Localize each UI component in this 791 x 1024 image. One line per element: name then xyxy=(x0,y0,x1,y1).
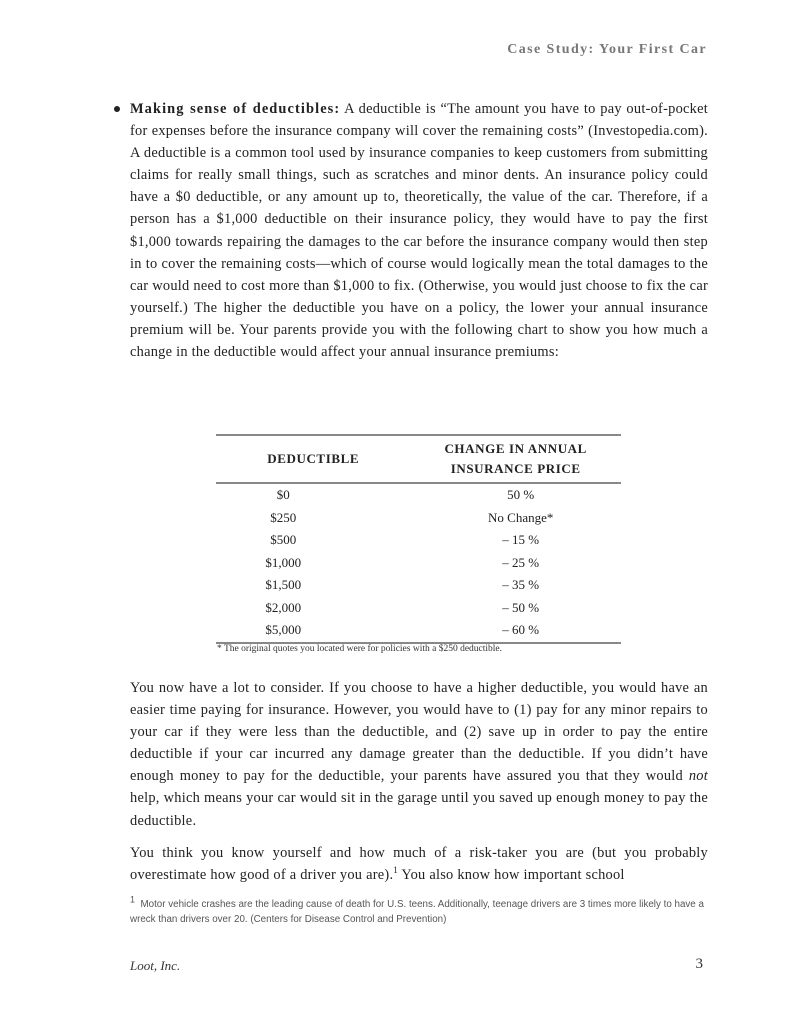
price-change-cell: – 25 % xyxy=(502,554,540,570)
deductible-cell: $5,000 xyxy=(216,619,410,643)
footnote-reference: 1 xyxy=(393,865,399,876)
table-row xyxy=(216,574,621,597)
deductible-cell: $0 xyxy=(276,487,290,503)
deductible-table-container xyxy=(216,434,621,644)
para2-text-before: You think you know yourself and how much of a risk-taker you are (but you probably overestimate how good of a driver you are). xyxy=(130,845,708,884)
price-change-cell: No Change* xyxy=(488,509,554,525)
bullet-heading: Making sense of deductibles: xyxy=(130,101,341,117)
consideration-paragraph xyxy=(130,677,708,832)
bullet-body: A deductible is “The amount you have to pay out-of-pocket for expenses before the insurance company will cover the remaining costs” (Investopedia.com). A deductible is a common tool used by insurance companies to keep customers from submitting claims for really small things, such as scratches and minor dents. An insurance policy could have a $0 deductible, or any amount up to, theoretically, the value of the car. Therefore, if a person has a $1,000 deductible on their insurance policy, they would have to pay the first $1,000 towards repairing the damages to the car before the insurance company would then step in to cover the remaining costs—which of course would logically mean the total damages to the car would need to cost more than $1,000 to fix. (Otherwise, you would just choose to fix the car yourself.) The higher the deductible you have on a policy, the lower your annual insurance premium will be. Your parents provide you with the following chart to show you how much a change in the deductible would affect your annual insurance premiums: xyxy=(130,101,708,361)
table-footnote: * The original quotes you located were for policies with a $250 deductible. xyxy=(217,644,503,654)
price-change-cell: – 15 % xyxy=(502,532,540,548)
table-row xyxy=(216,507,621,530)
table-row xyxy=(216,597,621,620)
table-header-row xyxy=(216,435,621,483)
deductible-cell: $1,500 xyxy=(265,577,302,593)
footnote-mark: 1 xyxy=(130,894,136,905)
price-change-cell: – 50 % xyxy=(502,599,540,615)
table-row xyxy=(216,529,621,552)
bullet-paragraph xyxy=(130,98,708,363)
header-deductible: DEDUCTIBLE xyxy=(267,451,360,466)
deductible-cell: $2,000 xyxy=(265,599,302,615)
deductible-cell: $500 xyxy=(270,532,297,548)
para1-text-after: help, which means your car would sit in the garage until you saved up enough money to pay the deductible. xyxy=(130,790,708,829)
table-row xyxy=(216,552,621,575)
deductible-cell: $250 xyxy=(270,509,297,525)
table-row xyxy=(216,483,621,507)
footnote-text: Motor vehicle crashes are the leading cause of death for U.S. teens. Additionally, teenage drivers are 3 times more likely to have a wreck than drivers over 20. (Centers for Disease Control and Prevention) xyxy=(130,899,704,925)
risk-paragraph xyxy=(130,842,708,886)
table-row xyxy=(216,619,621,643)
deductibles-bullet xyxy=(130,98,708,363)
deductible-table xyxy=(216,434,621,644)
running-header: Case Study: Your First Car xyxy=(507,42,707,57)
bullet-dot-icon xyxy=(114,106,120,112)
price-change-cell: – 60 % xyxy=(410,619,621,643)
page-footnote xyxy=(130,894,710,927)
deductible-cell: $1,000 xyxy=(265,554,302,570)
price-change-cell: 50 % xyxy=(507,487,535,503)
price-change-cell: – 35 % xyxy=(502,577,540,593)
para1-text-before: You now have a lot to consider. If you choose to have a higher deductible, you would have an easier time paying for insurance. However, you would have to (1) pay for any minor repairs to your car if they were less than the deductible, and (2) save up in order to pay the entire deductible if your car incurred any damage greater than the deductible. If you didn’t have enough money to pay for the deductible, your parents have assured you that they would xyxy=(130,680,708,785)
para1-emphasis: not xyxy=(688,768,708,785)
page-number: 3 xyxy=(695,956,703,972)
publisher-name: Loot, Inc. xyxy=(130,958,181,973)
para2-text-after: You also know how important school xyxy=(401,867,625,884)
header-change-in-price: CHANGE IN ANNUAL INSURANCE PRICE xyxy=(444,441,587,476)
